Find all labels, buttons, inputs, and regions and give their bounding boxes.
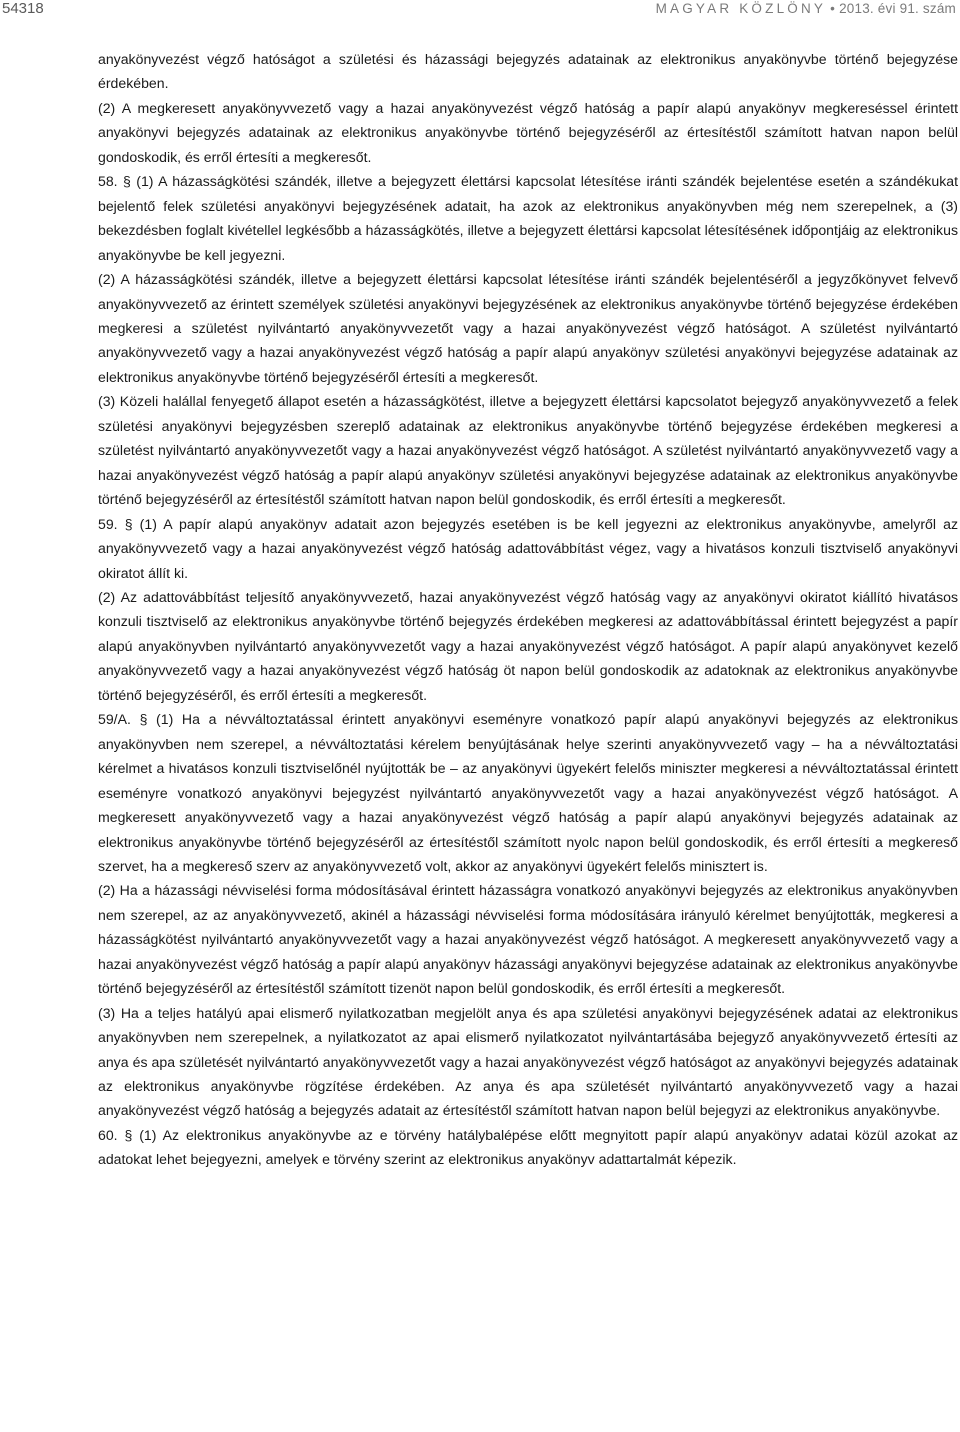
paragraph-59-1: 59. § (1) A papír alapú anyakönyv adatait azon bejegyzés esetében is be kell jegyezni az elektronikus anyakönyvbe, amelyről az anyakönyvvezető vagy a hazai anyakönyvezést végző hatóság adattovábbítást végez, vagy a hivatásos konzuli tisztviselő anyakönyvi okiratot állít ki.	[98, 515, 958, 581]
paragraph-58-2: (2) A házasságkötési szándék, illetve a bejegyzett élettársi kapcsolat létesítése iránti szándék bejelentéséről a jegyzőkönyvet felvevő anyakönyvvezető az érintett személyek születési anyakönyvi bejegyzésének az elektronikus anyakönyvbe történő bejegyzése érdekében megkeresi a születést nyilvántartó anyakönyvvezetőt vagy a hazai anyakönyvezést végző hatóságot. A születést nyilvántartó anyakönyvvezető vagy a hazai anyakönyvezést végző hatóság a papír alapú anyakönyv születési anyakönyvi bejegyzése adatainak az elektronikus anyakönyvbe történő bejegyzéséről értesíti a megkeresőt.	[98, 271, 958, 385]
paragraph-59a-1: 59/A. § (1) Ha a névváltoztatással érintett anyakönyvi eseményre vonatkozó papír alapú anyakönyvi bejegyzés az elektronikus anyakönyvben nem szerepel, a névváltoztatási kérelem benyújtásának helye szerinti anyakönyvvezető vagy – ha a névváltoztatási kérelmet a hivatásos konzuli tisztviselőnél nyújtották be – az anyakönyvi ügyekért felelős miniszter megkeresi a névváltoztatással érintett eseményre vonatkozó anyakönyvi bejegyzést nyilvántartó anyakönyvvezetőt vagy a hazai anyakönyvezést végző hatóságot. A megkeresett anyakönyvvezető vagy a hazai anyakönyvezést végző hatóság a papír alapú anyakönyvi bejegyzés adatainak az elektronikus anyakönyvbe történő bejegyzéséről az értesítéstől számított nyolc napon belül gondoskodik, és erről értesíti a megkereső szervet, ha a megkereső szerv az anyakönyvvezető volt, akkor az anyakönyvi ügyekért felelős minisztert is.	[98, 711, 958, 874]
paragraph-58-3: (3) Közeli halállal fenyegető állapot esetén a házasságkötést, illetve a bejegyzett élettársi kapcsolatot bejegyző anyakönyvvezető a felek születési anyakönyvi bejegyzésben szereplő adatainak az elektronikus anyakönyvbe történő bejegyzése érdekében megkeresi a születést nyilvántartó anyakönyvvezetőt vagy a hazai anyakönyvezést végző hatóságot. A születést nyilvántartó anyakönyvvezető vagy a hazai anyakönyvezést végző hatóság a papír alapú anyakönyv születési anyakönyvi bejegyzése adatainak az elektronikus anyakönyvbe történő bejegyzéséről az értesítéstől számított hatvan napon belül gondoskodik, és erről értesíti a megkeresőt.	[98, 393, 958, 508]
paragraph-58-1: 58. § (1) A házasságkötési szándék, illetve a bejegyzett élettársi kapcsolat létesítése iránti szándék bejelentése esetén a szándékukat bejelentő felek születési anyakönyvi bejegyzésének adatait, ha azok az elektronikus anyakönyvben még nem szerepelnek, a (3) bekezdésben foglalt kivétellel legkésőbb a házasságkötés, illetve a bejegyzett élettársi kapcsolat létesítésének időpontjáig az elektronikus anyakönyvbe be kell jegyezni.	[98, 173, 958, 263]
document-body	[98, 47, 958, 1172]
paragraph-59a-3: (3) Ha a teljes hatályú apai elismerő nyilatkozatban megjelölt anya és apa születési anyakönyvi bejegyzésének adatai az elektronikus anyakönyvben nem szerepelnek, a nyilatkozatot az apai elismerő nyilatkozatot nyilvántartásába bejegyző anyakönyvvezető értesíti az anya és apa születését nyilvántartó anyakönyvvezetőt vagy a hazai anyakönyvezést végző hatóságot az anyakönyvi bejegyzés adatainak az elektronikus anyakönyvbe rögzítése érdekében. Az anya és apa születését nyilvántartó anyakönyvvezető vagy a hazai anyakönyvezést végző hatóság a bejegyzés adatait az értesítéstől számított hatvan napon belül bejegyzi az elektronikus anyakönyvbe.	[98, 1004, 958, 1119]
journal-title	[656, 0, 956, 18]
paragraph-59-2: (2) Az adattovábbítást teljesítő anyakönyvvezető, hazai anyakönyvezést végző hatóság vagy az anyakönyvi okiratot kiállító hivatásos konzuli tisztviselő az elektronikus anyakönyvbe történő bejegyzés érdekében megkeresi az adattovábbítással érintett bejegyzést a papír alapú anyakönyvben nyilvántartó anyakönyvvezetőt vagy a hazai anyakönyvezést végző hatóságot. A papír alapú anyakönyvet kezelő anyakönyvvezető vagy a hazai anyakönyvezést végző hatóság öt napon belül gondoskodik az adatoknak az elektronikus anyakönyvbe történő bejegyzéséről, és erről értesíti a megkeresőt.	[98, 588, 958, 703]
page-header	[0, 0, 960, 22]
paragraph-60-1: 60. § (1) Az elektronikus anyakönyvbe az e törvény hatálybalépése előtt megnyitott papír alapú anyakönyv adatai közül azokat az adatokat lehet bejegyezni, amelyek e törvény szerint az elektronikus anyakönyv adattartalmát képezik.	[98, 1126, 958, 1168]
page-number: 54318	[2, 0, 44, 17]
header-bullet: •	[830, 1, 836, 16]
journal-name: MAGYAR KÖZLÖNY	[655, 1, 827, 16]
issue-number: 2013. évi 91. szám	[839, 1, 956, 16]
paragraph-57-2: (2) A megkeresett anyakönyvvezető vagy a hazai anyakönyvezést végző hatóság a papír alapú anyakönyv megkereséssel érintett anyakönyvi bejegyzés adatainak az elektronikus anyakönyvbe történő bejegyzéséről az értesítéstől számított hatvan napon belül gondoskodik, és erről értesíti a megkeresőt.	[98, 99, 958, 165]
paragraph-57-1-continuation: anyakönyvezést végző hatóságot a születési és házassági bejegyzés adatainak az elektronikus anyakönyvbe történő bejegyzése érdekében.	[98, 51, 958, 92]
paragraph-59a-2: (2) Ha a házassági névviselési forma módosításával érintett házasságra vonatkozó anyakönyvi bejegyzés az elektronikus anyakönyvben nem szerepel, az az anyakönyvvezető, akinél a házassági névviselési forma módosítására irányuló kérelmet benyújtották, megkeresi a házasságkötést nyilvántartó anyakönyvvezetőt vagy a hazai anyakönyvezést végző hatóságot. A megkeresett anyakönyvvezető vagy a hazai anyakönyvezést végző hatóság a papír alapú anyakönyv házassági anyakönyvi bejegyzése adatainak az elektronikus anyakönyvbe történő bejegyzéséről az értesítéstől számított tizenöt napon belül gondoskodik, és erről értesíti a megkeresőt.	[98, 882, 958, 997]
